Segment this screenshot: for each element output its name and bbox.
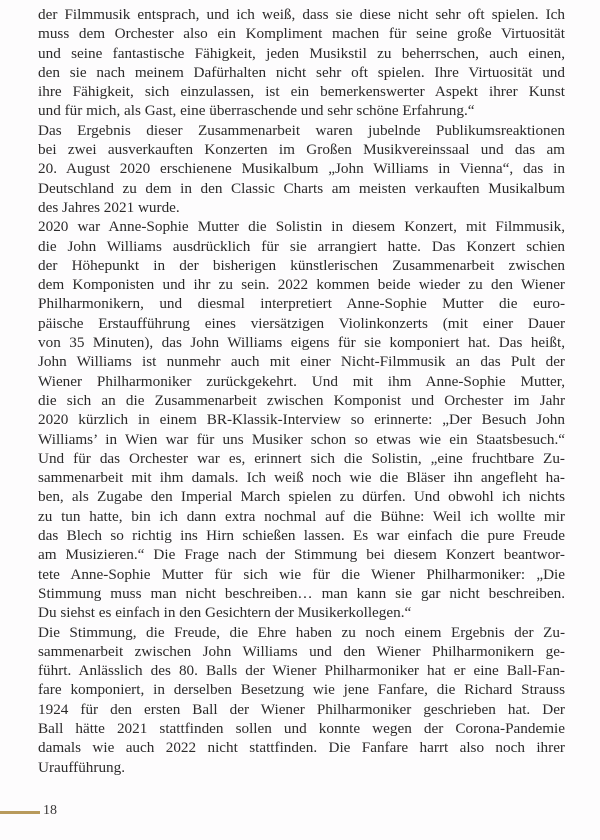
text-line: des Jahres 2021 wurde.	[38, 198, 180, 216]
text-line: sammenarbeit zwischen John Williams und den Wiener Philharmonikern ge-	[38, 642, 565, 660]
text-line: das Blech so richtig ins Hirn schießen lassen. Es war einfach die pure Freude	[38, 527, 565, 545]
page-number: 18	[43, 803, 57, 818]
text-line: Deutschland zu dem in den Classic Charts am meisten verkauften Musikalbum	[38, 179, 565, 197]
text-line: den sie nach meinem Dafürhalten nicht sehr oft spielen. Ihre Virtuosität und	[38, 63, 565, 81]
footer-rule	[0, 811, 40, 814]
text-line: Ball hätte 2021 stattfinden sollen und konnte wegen der Corona-Pandemie	[38, 719, 565, 737]
text-line: Das Ergebnis dieser Zusammenarbeit waren jubelnde Publikumsreaktionen	[38, 121, 565, 139]
text-line: John Williams ist nunmehr auch mit einer Nicht-Filmmusik an das Pult der	[38, 353, 565, 371]
text-line: 1924 für den ersten Ball der Wiener Philharmoniker geschrieben hat. Der	[38, 700, 565, 718]
text-line: muss dem Orchester also ein Kompliment machen für seine große Virtuosität	[38, 25, 565, 43]
text-line: sammenarbeit mit ihm damals. Ich weiß noch wie die Bläser ihn angefleht ha-	[38, 469, 565, 487]
text-line: Du siehst es einfach in den Gesichtern der Musikerkollegen.“	[38, 604, 412, 622]
text-line: bei zwei ausverkauften Konzerten im Großen Musikvereinssaal und das am	[38, 141, 565, 159]
text-line: Philharmonikern, und diesmal interpretiert Anne-Sophie Mutter die euro-	[38, 295, 565, 313]
text-line: zu tun hatte, bin ich dann extra nochmal auf die Bühne: Weil ich wollte mir	[38, 507, 565, 525]
text-line: die John Williams ausdrücklich für sie arrangiert hatte. Das Konzert schien	[38, 237, 565, 255]
text-line: 2020 kürzlich in einem BR-Klassik-Interview so erinnerte: „Der Besuch John	[38, 411, 565, 429]
text-line: der Höhepunkt in der bisherigen künstlerischen Zusammenarbeit zwischen	[38, 256, 565, 274]
text-line: 20. August 2020 erschienene Musikalbum „John Williams in Vienna“, das in	[38, 160, 565, 178]
body-text	[38, 5, 565, 777]
text-line: ihre Fähigkeit, sich einzulassen, ist ein bemerkenswerter Aspekt ihrer Kunst	[38, 83, 565, 101]
text-line: und für mich, als Gast, eine überraschende und sehr schöne Erfahrung.“	[38, 102, 475, 120]
text-line: und seine fantastische Fähigkeit, jeden Musikstil zu beherrschen, auch einen,	[38, 44, 565, 62]
text-line: päische Erstaufführung eines viersätzigen Violinkonzerts (mit einer Dauer	[38, 314, 565, 332]
text-line: der Filmmusik entsprach, und ich weiß, dass sie diese nicht sehr oft spielen. Ich	[38, 6, 565, 23]
text-line: Uraufführung.	[38, 758, 126, 776]
text-line: Die Stimmung, die Freude, die Ehre haben zu noch einem Ergebnis der Zu-	[38, 623, 565, 641]
text-line: führt. Anlässlich des 80. Balls der Wiener Philharmoniker hat er eine Ball-Fan-	[38, 662, 565, 680]
text-line: tete Anne-Sophie Mutter für sich wie für die Wiener Philharmoniker: „Die	[38, 565, 565, 583]
text-line: Williams’ in Wien war für uns Musiker schon so etwas wie ein Staatsbesuch.“	[38, 430, 565, 448]
text-line: die sich an die Zusammenarbeit zwischen Komponist und Orchester im Jahr	[38, 391, 565, 409]
text-line: dem Komponisten und ihr zu sein. 2022 kommen beide wieder zu den Wiener	[38, 276, 565, 294]
text-line: 2020 war Anne-Sophie Mutter die Solistin in diesem Konzert, mit Filmmusik,	[38, 218, 565, 236]
text-line: damals wie auch 2022 nicht stattfinden. Die Fanfare harrt also noch ihrer	[38, 739, 565, 757]
text-line: ben, als Zugabe den Imperial March spielen zu dürfen. Und obwohl ich nichts	[38, 488, 565, 506]
text-line: fare komponiert, in derselben Besetzung wie jene Fanfare, die Richard Strauss	[38, 681, 565, 699]
text-line: am Musizieren.“ Die Frage nach der Stimmung bei diesem Konzert beantwor-	[38, 546, 565, 564]
text-line: Stimmung muss man nicht beschreiben… man kann sie gar nicht beschreiben.	[38, 584, 565, 602]
text-line: Wiener Philharmoniker zurückgekehrt. Und mit ihm Anne-Sophie Mutter,	[38, 372, 565, 390]
text-line: Und für das Orchester war es, erinnert sich die Solistin, „eine fruchtbare Zu-	[38, 449, 565, 467]
text-line: von 35 Minuten), das John Williams eigens für sie komponiert hat. Das heißt,	[38, 334, 565, 352]
